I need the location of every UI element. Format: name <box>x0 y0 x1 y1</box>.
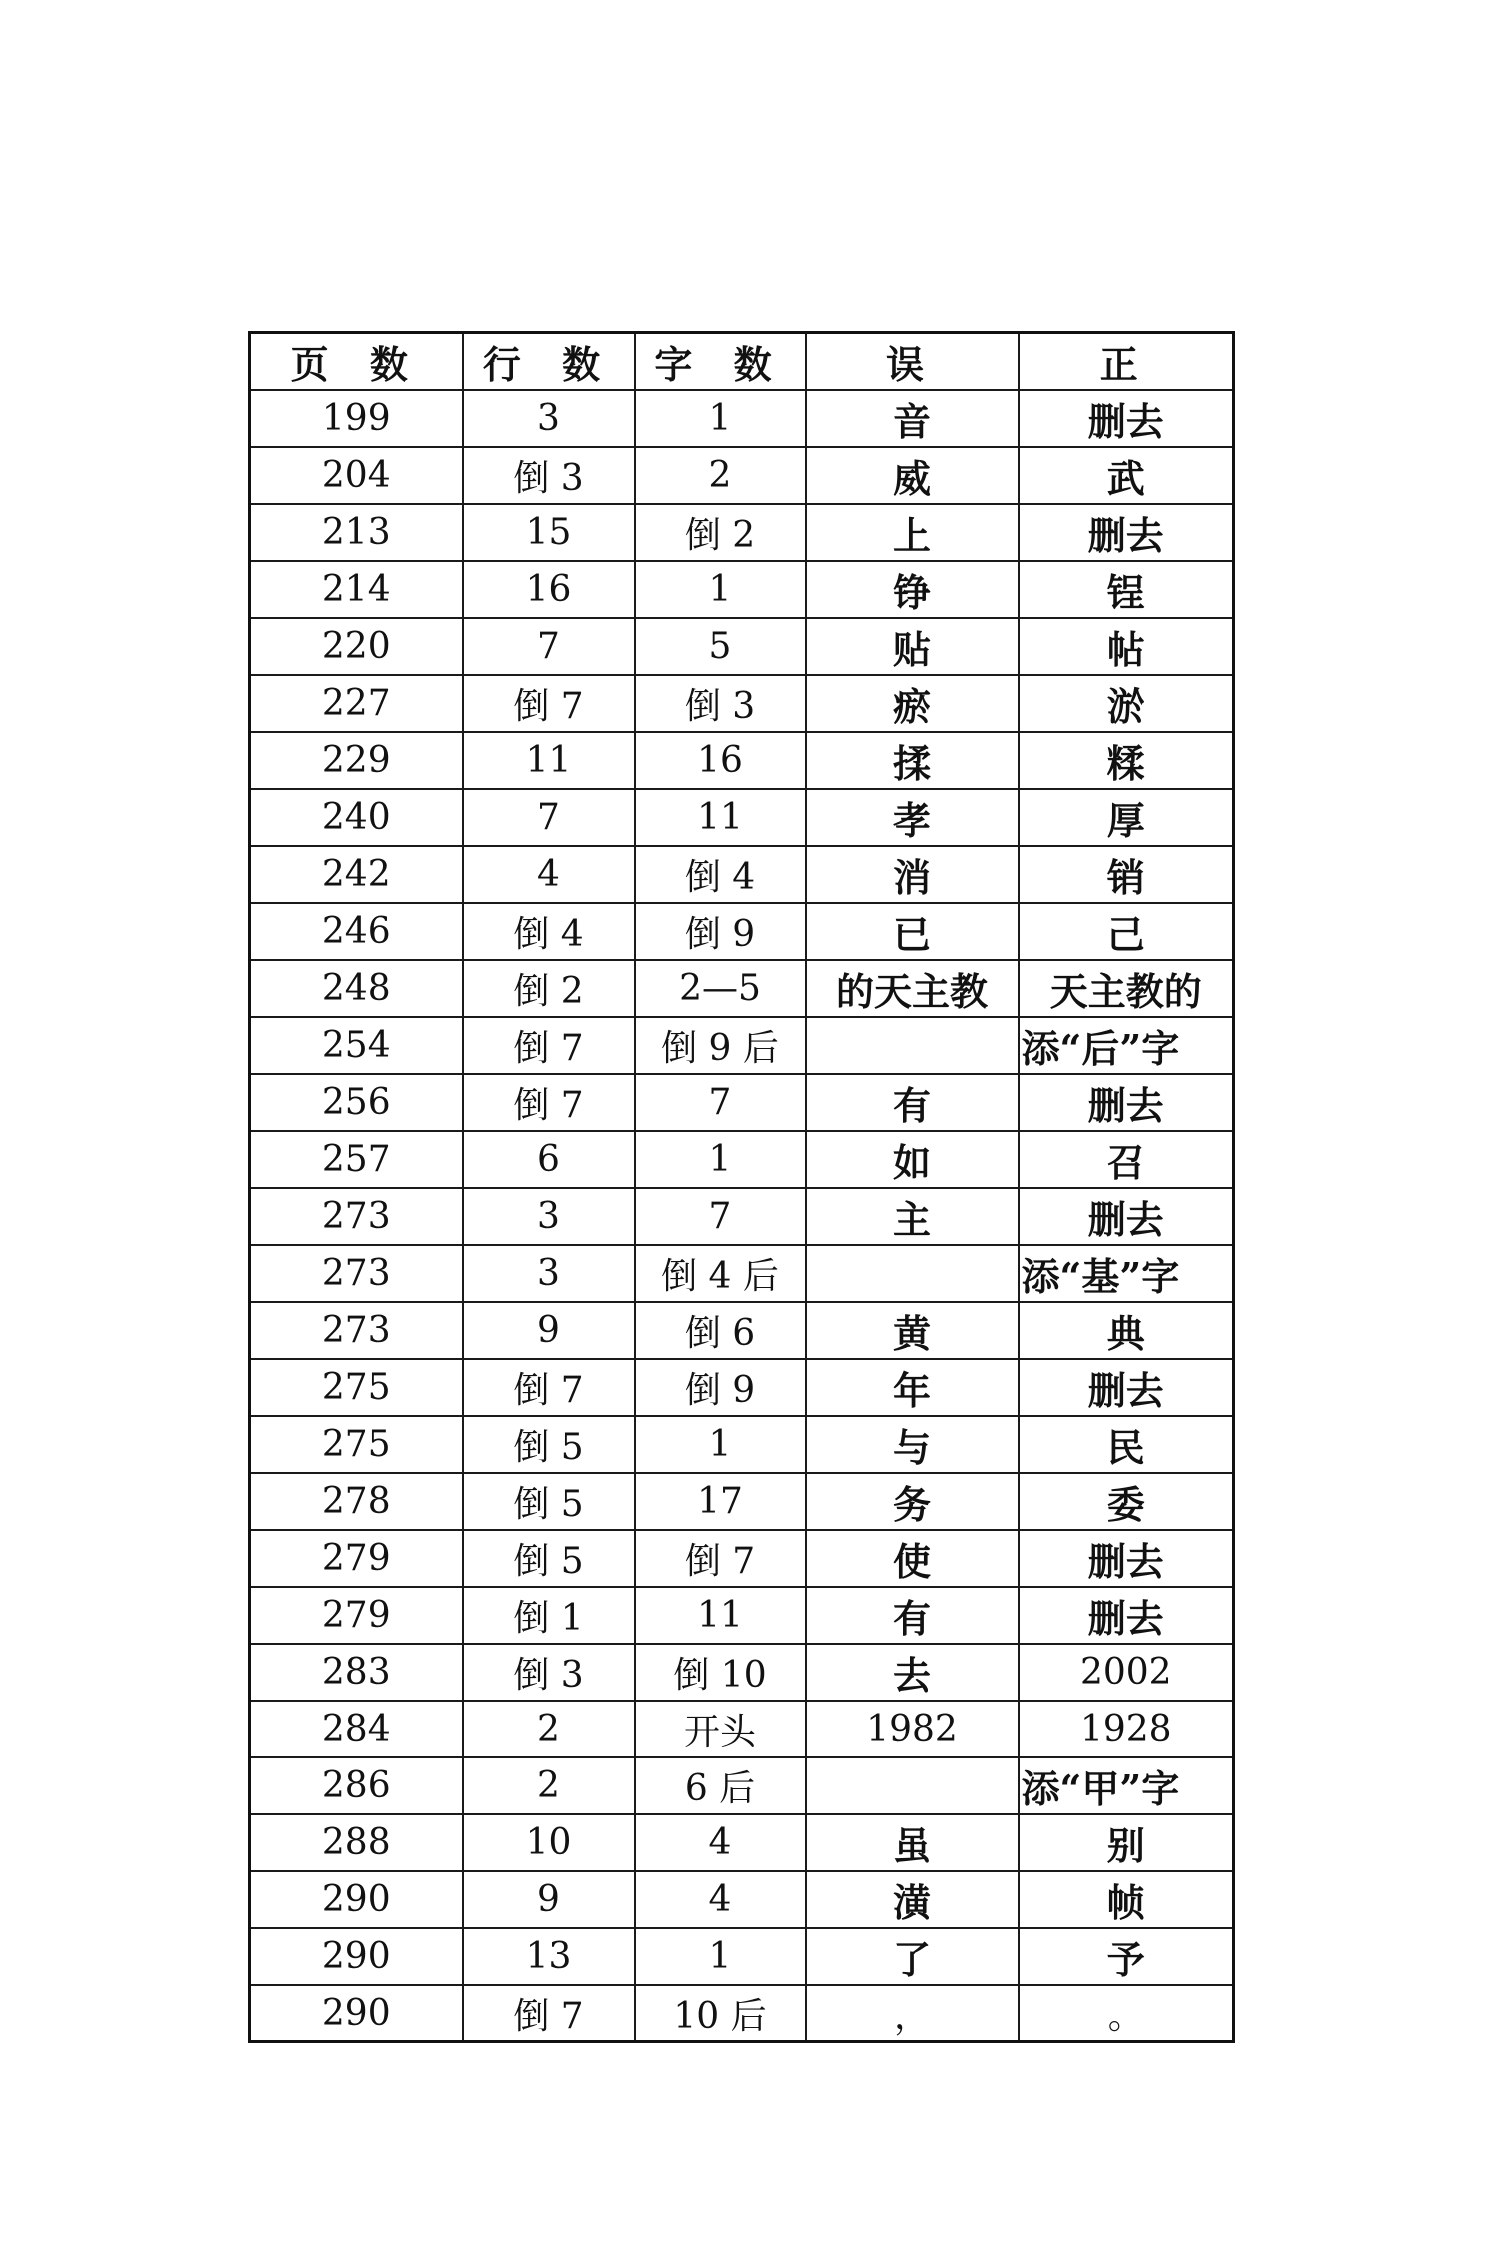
cell-line: 倒 3 <box>463 1644 635 1701</box>
cell-page: 213 <box>250 504 463 561</box>
table-row <box>250 1530 1234 1587</box>
cell-page: 290 <box>250 1985 463 2042</box>
cell-correction: 帖 <box>1019 618 1234 675</box>
cell-line: 倒 1 <box>463 1587 635 1644</box>
cell-error: 音 <box>806 390 1019 447</box>
cell-page: 204 <box>250 447 463 504</box>
cell-error: 黄 <box>806 1302 1019 1359</box>
header-row <box>250 333 1234 391</box>
cell-char: 7 <box>635 1188 806 1245</box>
cell-char: 倒 2 <box>635 504 806 561</box>
cell-char: 倒 9 后 <box>635 1017 806 1074</box>
cell-error <box>806 1245 1019 1302</box>
cell-char: 17 <box>635 1473 806 1530</box>
table-row <box>250 732 1234 789</box>
cell-page: 248 <box>250 960 463 1017</box>
cell-error: 上 <box>806 504 1019 561</box>
cell-correction: 删去 <box>1019 1074 1234 1131</box>
table-row <box>250 1757 1234 1814</box>
cell-correction: 2002 <box>1019 1644 1234 1701</box>
cell-correction: 天主教的 <box>1019 960 1234 1017</box>
table-row <box>250 618 1234 675</box>
table-row <box>250 1814 1234 1871</box>
cell-line: 倒 5 <box>463 1530 635 1587</box>
cell-correction: 糅 <box>1019 732 1234 789</box>
cell-line: 15 <box>463 504 635 561</box>
cell-line: 3 <box>463 1188 635 1245</box>
cell-correction: 民 <box>1019 1416 1234 1473</box>
cell-page: 283 <box>250 1644 463 1701</box>
cell-correction: 删去 <box>1019 1587 1234 1644</box>
cell-page: 273 <box>250 1302 463 1359</box>
cell-page: 220 <box>250 618 463 675</box>
errata-table-head <box>250 333 1234 391</box>
table-row <box>250 1245 1234 1302</box>
cell-line: 倒 3 <box>463 447 635 504</box>
cell-correction: 武 <box>1019 447 1234 504</box>
cell-error: 铮 <box>806 561 1019 618</box>
cell-char: 16 <box>635 732 806 789</box>
cell-page: 229 <box>250 732 463 789</box>
table-row <box>250 1871 1234 1928</box>
table-row <box>250 504 1234 561</box>
cell-correction: 删去 <box>1019 390 1234 447</box>
header-error: 误 <box>806 333 1019 391</box>
cell-char: 11 <box>635 1587 806 1644</box>
table-row <box>250 1473 1234 1530</box>
table-row <box>250 1359 1234 1416</box>
cell-error: 已 <box>806 903 1019 960</box>
cell-line: 倒 7 <box>463 1017 635 1074</box>
cell-error: 揉 <box>806 732 1019 789</box>
cell-correction: 删去 <box>1019 1188 1234 1245</box>
cell-line: 2 <box>463 1757 635 1814</box>
cell-correction: 添“甲”字 <box>1019 1757 1234 1814</box>
cell-page: 242 <box>250 846 463 903</box>
cell-error: 有 <box>806 1587 1019 1644</box>
table-row <box>250 1644 1234 1701</box>
cell-error <box>806 1017 1019 1074</box>
cell-line: 16 <box>463 561 635 618</box>
cell-error: 威 <box>806 447 1019 504</box>
cell-page: 199 <box>250 390 463 447</box>
cell-correction: 锃 <box>1019 561 1234 618</box>
cell-char: 2 <box>635 447 806 504</box>
cell-char: 开头 <box>635 1701 806 1757</box>
cell-page: 214 <box>250 561 463 618</box>
cell-page: 275 <box>250 1359 463 1416</box>
cell-error: ， <box>806 1985 1019 2042</box>
cell-correction: 销 <box>1019 846 1234 903</box>
cell-error: 孝 <box>806 789 1019 846</box>
errata-table-body <box>250 390 1234 2042</box>
cell-error: 贴 <box>806 618 1019 675</box>
cell-line: 倒 2 <box>463 960 635 1017</box>
cell-line: 2 <box>463 1701 635 1757</box>
cell-error: 了 <box>806 1928 1019 1985</box>
cell-page: 256 <box>250 1074 463 1131</box>
cell-page: 273 <box>250 1188 463 1245</box>
cell-correction: 删去 <box>1019 1359 1234 1416</box>
cell-line: 11 <box>463 732 635 789</box>
cell-error: 有 <box>806 1074 1019 1131</box>
table-row <box>250 1188 1234 1245</box>
cell-page: 246 <box>250 903 463 960</box>
cell-char: 1 <box>635 1131 806 1188</box>
table-row <box>250 561 1234 618</box>
table-row <box>250 1017 1234 1074</box>
cell-char: 5 <box>635 618 806 675</box>
cell-error: 潢 <box>806 1871 1019 1928</box>
table-row <box>250 1985 1234 2042</box>
header-correction: 正 <box>1019 333 1234 391</box>
cell-char: 倒 4 后 <box>635 1245 806 1302</box>
table-row <box>250 390 1234 447</box>
cell-page: 227 <box>250 675 463 732</box>
cell-line: 3 <box>463 390 635 447</box>
cell-line: 9 <box>463 1302 635 1359</box>
table-row <box>250 447 1234 504</box>
cell-line: 10 <box>463 1814 635 1871</box>
table-row <box>250 1131 1234 1188</box>
cell-correction: 淤 <box>1019 675 1234 732</box>
cell-line: 7 <box>463 789 635 846</box>
cell-error: 虽 <box>806 1814 1019 1871</box>
cell-page: 273 <box>250 1245 463 1302</box>
cell-char: 倒 7 <box>635 1530 806 1587</box>
cell-error: 务 <box>806 1473 1019 1530</box>
table-row <box>250 960 1234 1017</box>
table-row <box>250 1074 1234 1131</box>
cell-error: 主 <box>806 1188 1019 1245</box>
cell-error: 与 <box>806 1416 1019 1473</box>
table-row <box>250 1701 1234 1757</box>
cell-correction: 委 <box>1019 1473 1234 1530</box>
cell-line: 倒 7 <box>463 1985 635 2042</box>
cell-char: 6 后 <box>635 1757 806 1814</box>
cell-char: 倒 6 <box>635 1302 806 1359</box>
cell-line: 7 <box>463 618 635 675</box>
cell-correction: 厚 <box>1019 789 1234 846</box>
cell-char: 7 <box>635 1074 806 1131</box>
cell-char: 1 <box>635 1416 806 1473</box>
cell-page: 290 <box>250 1928 463 1985</box>
cell-correction: 添“后”字 <box>1019 1017 1234 1074</box>
cell-char: 1 <box>635 390 806 447</box>
cell-correction: 删去 <box>1019 504 1234 561</box>
table-row <box>250 1587 1234 1644</box>
cell-char: 1 <box>635 1928 806 1985</box>
header-char: 字 数 <box>635 333 806 391</box>
table-row <box>250 1928 1234 1985</box>
cell-char: 倒 3 <box>635 675 806 732</box>
cell-error: 使 <box>806 1530 1019 1587</box>
cell-correction: 。 <box>1019 1985 1234 2042</box>
cell-line: 13 <box>463 1928 635 1985</box>
cell-char: 2—5 <box>635 960 806 1017</box>
cell-page: 279 <box>250 1530 463 1587</box>
cell-error: 的天主教 <box>806 960 1019 1017</box>
cell-correction: 召 <box>1019 1131 1234 1188</box>
table-row <box>250 1416 1234 1473</box>
cell-correction: 删去 <box>1019 1530 1234 1587</box>
cell-correction: 予 <box>1019 1928 1234 1985</box>
cell-error <box>806 1757 1019 1814</box>
cell-error: 年 <box>806 1359 1019 1416</box>
cell-page: 278 <box>250 1473 463 1530</box>
cell-line: 倒 5 <box>463 1416 635 1473</box>
cell-page: 279 <box>250 1587 463 1644</box>
cell-page: 290 <box>250 1871 463 1928</box>
cell-char: 1 <box>635 561 806 618</box>
cell-page: 257 <box>250 1131 463 1188</box>
table-row <box>250 675 1234 732</box>
cell-line: 倒 4 <box>463 903 635 960</box>
cell-page: 254 <box>250 1017 463 1074</box>
cell-line: 倒 7 <box>463 1359 635 1416</box>
cell-error: 去 <box>806 1644 1019 1701</box>
cell-char: 倒 4 <box>635 846 806 903</box>
errata-table <box>248 331 1235 2043</box>
table-row <box>250 846 1234 903</box>
cell-char: 11 <box>635 789 806 846</box>
cell-line: 倒 7 <box>463 1074 635 1131</box>
cell-correction: 添“基”字 <box>1019 1245 1234 1302</box>
table-row <box>250 789 1234 846</box>
cell-page: 240 <box>250 789 463 846</box>
cell-error: 1982 <box>806 1701 1019 1757</box>
cell-page: 288 <box>250 1814 463 1871</box>
cell-char: 4 <box>635 1871 806 1928</box>
header-line: 行 数 <box>463 333 635 391</box>
cell-correction: 典 <box>1019 1302 1234 1359</box>
cell-char: 倒 9 <box>635 903 806 960</box>
cell-correction: 别 <box>1019 1814 1234 1871</box>
cell-error: 瘀 <box>806 675 1019 732</box>
cell-line: 4 <box>463 846 635 903</box>
cell-correction: 帧 <box>1019 1871 1234 1928</box>
cell-line: 9 <box>463 1871 635 1928</box>
table-row <box>250 1302 1234 1359</box>
cell-error: 消 <box>806 846 1019 903</box>
cell-line: 3 <box>463 1245 635 1302</box>
table-row <box>250 903 1234 960</box>
cell-char: 倒 9 <box>635 1359 806 1416</box>
header-page: 页 数 <box>250 333 463 391</box>
cell-line: 倒 7 <box>463 675 635 732</box>
cell-page: 275 <box>250 1416 463 1473</box>
cell-char: 4 <box>635 1814 806 1871</box>
cell-error: 如 <box>806 1131 1019 1188</box>
cell-char: 倒 10 <box>635 1644 806 1701</box>
cell-line: 6 <box>463 1131 635 1188</box>
cell-correction: 己 <box>1019 903 1234 960</box>
cell-correction: 1928 <box>1019 1701 1234 1757</box>
cell-page: 284 <box>250 1701 463 1757</box>
cell-line: 倒 5 <box>463 1473 635 1530</box>
cell-page: 286 <box>250 1757 463 1814</box>
cell-char: 10 后 <box>635 1985 806 2042</box>
